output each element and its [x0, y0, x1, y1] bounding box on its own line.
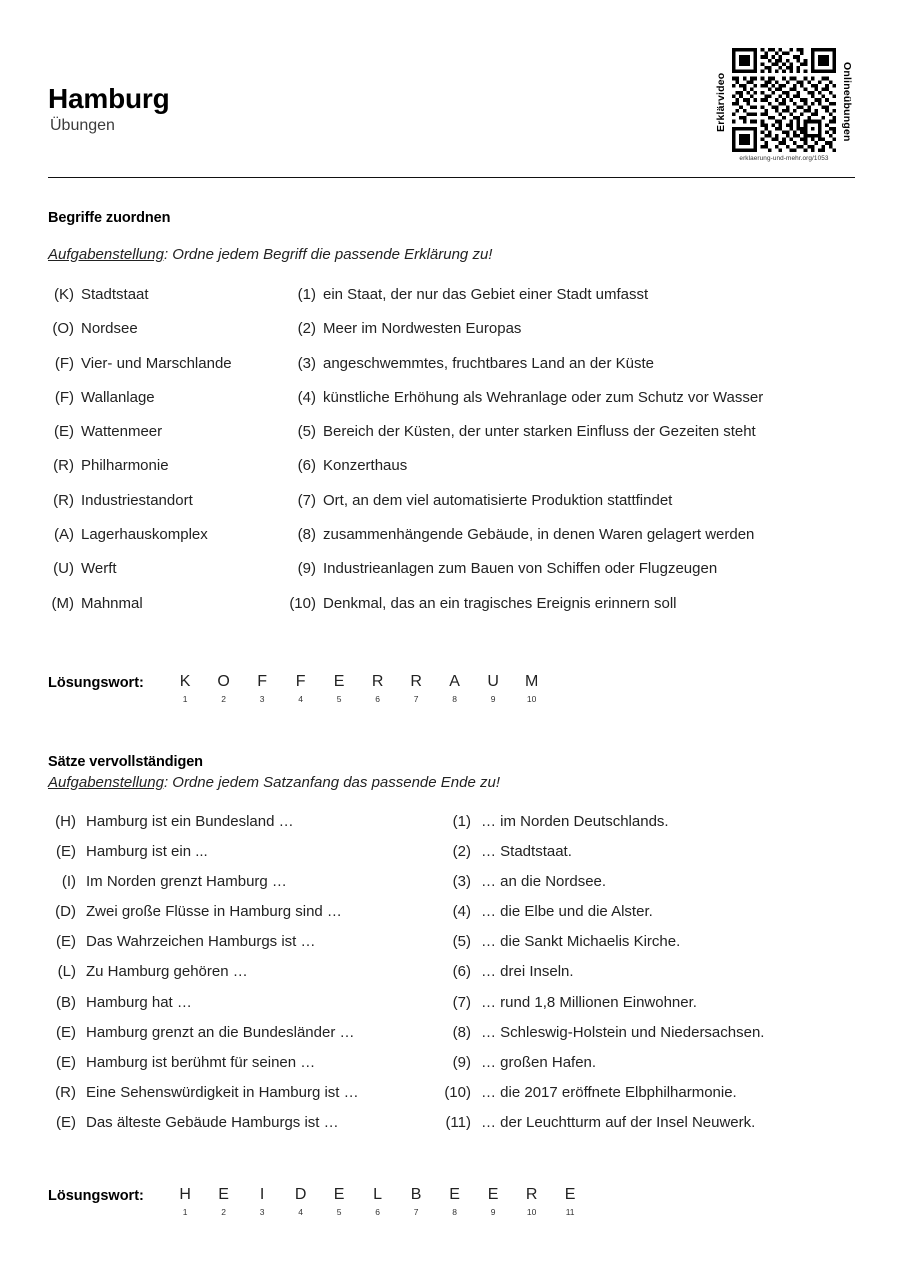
page-header [48, 48, 855, 178]
list-item[interactable] [48, 492, 284, 526]
section1-solution-word [48, 673, 860, 703]
section1-definitions-column [284, 286, 860, 629]
section1-task [48, 246, 860, 263]
list-item[interactable] [284, 389, 860, 423]
section2-match-grid [48, 813, 860, 1144]
solution-letter: L [373, 1186, 383, 1204]
list-item[interactable] [48, 963, 435, 993]
solution-cell[interactable] [512, 1186, 551, 1216]
term-text: Stadtstaat [81, 286, 149, 303]
list-item[interactable] [48, 903, 435, 933]
term-text: Wattenmeer [81, 423, 163, 441]
list-item[interactable] [435, 1114, 860, 1144]
ending-text: … Schleswig-Holstein und Niedersachsen. [481, 1023, 765, 1041]
definition-text: Ort, an dem viel automatisierte Produktion stattfindet [323, 491, 673, 509]
ending-key: (7) [452, 993, 471, 1011]
list-item[interactable] [48, 355, 284, 389]
ending-key: (10) [444, 1083, 471, 1101]
list-item[interactable] [284, 355, 860, 389]
qr-left-label: Erklärvideo [715, 72, 727, 132]
solution-number: 2 [221, 1206, 226, 1217]
solution-letter: E [487, 1186, 499, 1204]
list-item[interactable] [48, 994, 435, 1024]
solution-cell[interactable] [512, 673, 551, 703]
start-text: Das Wahrzeichen Hamburgs ist … [86, 933, 316, 951]
title-block [48, 84, 170, 135]
ending-key: (1) [452, 813, 471, 830]
definition-key: (9) [297, 560, 316, 578]
solution-cell[interactable] [243, 1186, 282, 1216]
section2-task [48, 774, 860, 791]
term-key: (R) [53, 491, 74, 509]
definition-text: Konzerthaus [323, 457, 408, 475]
solution-letter: E [449, 1186, 460, 1204]
list-item[interactable] [48, 843, 435, 873]
section2-task-label: Aufgabenstellung [48, 774, 164, 791]
start-text: Hamburg hat … [86, 993, 192, 1011]
list-item[interactable] [284, 560, 860, 594]
ending-text: … die 2017 eröffnete Elbphilharmonie. [481, 1083, 737, 1101]
solution-letter: M [524, 672, 539, 690]
solution-cell[interactable] [397, 673, 436, 703]
solution-letter: H [179, 1186, 191, 1204]
solution-number: 3 [259, 1206, 265, 1217]
start-text: Zwei große Flüsse in Hamburg sind … [86, 903, 342, 921]
solution-number: 7 [413, 1206, 419, 1217]
ending-key: (9) [452, 1053, 471, 1071]
section1-match-grid [48, 286, 860, 629]
section1-terms-column [48, 286, 284, 629]
term-key: (F) [54, 354, 74, 372]
solution-cell[interactable] [320, 1186, 359, 1216]
solution-letters [166, 1186, 590, 1216]
solution-number: 11 [565, 1206, 575, 1217]
ending-key: (6) [452, 963, 471, 981]
start-text: Eine Sehenswürdigkeit in Hamburg ist … [86, 1083, 359, 1101]
qr-center[interactable] [732, 48, 836, 162]
ending-text: … großen Hafen. [481, 1053, 597, 1071]
definition-text: ein Staat, der nur das Gebiet einer Stadt umfasst [323, 286, 649, 303]
solution-number: 2 [221, 693, 226, 704]
list-item[interactable] [284, 526, 860, 560]
start-key: (E) [56, 1023, 76, 1041]
section2-endings-column [435, 813, 860, 1144]
list-item[interactable] [48, 457, 284, 491]
start-key: (D) [55, 903, 76, 921]
header-divider [48, 177, 855, 178]
solution-number: 1 [182, 1206, 188, 1217]
ending-text: … der Leuchtturm auf der Insel Neuwerk. [481, 1113, 756, 1131]
start-key: (E) [56, 1053, 76, 1071]
list-item[interactable] [284, 492, 860, 526]
solution-cell[interactable] [281, 673, 320, 703]
list-item[interactable] [48, 1024, 435, 1054]
solution-number: 4 [298, 693, 303, 704]
list-item[interactable] [435, 963, 860, 993]
ending-text: … drei Inseln. [481, 963, 574, 981]
start-text: Hamburg grenzt an die Bundesländer … [86, 1023, 355, 1041]
ending-key: (4) [452, 903, 471, 921]
solution-letter: F [295, 672, 306, 690]
term-key: (O) [52, 320, 74, 338]
list-item[interactable] [435, 843, 860, 873]
section2-starts-column [48, 813, 435, 1144]
list-item[interactable] [48, 560, 284, 594]
list-item[interactable] [48, 389, 284, 423]
solution-cell[interactable] [358, 673, 397, 703]
start-text: Hamburg ist ein ... [86, 843, 208, 861]
solution-letter: R [525, 1186, 538, 1204]
list-item[interactable] [48, 933, 435, 963]
term-text: Vier- und Marschlande [81, 354, 232, 372]
term-text: Philharmonie [81, 457, 169, 475]
solution-number: 5 [336, 693, 342, 704]
list-item[interactable] [435, 1054, 860, 1084]
term-text: Lagerhauskomplex [81, 526, 208, 544]
term-text: Industriestandort [81, 491, 193, 509]
definition-key: (1) [297, 286, 316, 303]
solution-number: 9 [490, 693, 496, 704]
definition-key: (7) [297, 491, 316, 509]
solution-cell[interactable] [166, 673, 205, 703]
term-text: Werft [81, 560, 117, 578]
solution-letter: E [333, 672, 345, 690]
definition-text: Meer im Nordwesten Europas [323, 320, 522, 338]
term-key: (U) [53, 560, 74, 578]
start-text: Zu Hamburg gehören … [86, 963, 248, 981]
list-item[interactable] [284, 320, 860, 354]
qr-url-text: erklaerung-und-mehr.org/1053 [739, 155, 829, 162]
solution-letter: I [259, 1186, 265, 1204]
term-key: (E) [54, 423, 74, 441]
list-item[interactable] [435, 873, 860, 903]
solution-number: 1 [182, 693, 188, 704]
solution-cell[interactable] [204, 673, 243, 703]
section1-task-text: : Ordne jedem Begriff die passende Erklärung zu! [163, 246, 493, 263]
solution-letter: E [333, 1186, 345, 1204]
term-text: Wallanlage [81, 388, 155, 406]
definition-text: Bereich der Küsten, der unter starken Einfluss der Gezeiten steht [323, 423, 756, 441]
definition-text: Industrieanlagen zum Bauen von Schiffen oder Flugzeugen [323, 560, 718, 578]
start-text: Hamburg ist ein Bundesland … [86, 813, 294, 830]
solution-number: 4 [298, 1206, 303, 1217]
ending-key: (3) [452, 873, 471, 891]
solution-letter: R [410, 672, 422, 690]
page-subtitle: Übungen [50, 117, 115, 135]
ending-key: (2) [452, 843, 471, 861]
ending-key: (8) [452, 1023, 471, 1041]
ending-text: … rund 1,8 Millionen Einwohner. [481, 993, 697, 1011]
start-text: Im Norden grenzt Hamburg … [86, 873, 287, 891]
list-item[interactable] [435, 994, 860, 1024]
list-item[interactable] [48, 286, 284, 320]
term-text: Nordsee [81, 320, 138, 338]
page-title: Hamburg [48, 83, 170, 114]
solution-letter: A [449, 672, 460, 690]
definition-text: zusammenhängende Gebäude, in denen Waren gelagert werden [323, 526, 755, 544]
definition-key: (3) [297, 354, 316, 372]
start-key: (E) [56, 933, 76, 951]
definition-key: (4) [297, 388, 316, 406]
solution-letter: E [564, 1186, 576, 1204]
list-item[interactable] [284, 423, 860, 457]
list-item[interactable] [435, 1024, 860, 1054]
start-key: (E) [56, 1113, 76, 1131]
solution-cell[interactable] [358, 1186, 397, 1216]
list-item[interactable] [435, 1084, 860, 1114]
solution-cell[interactable] [166, 1186, 205, 1216]
qr-code-icon[interactable] [732, 48, 836, 152]
solution-letter: O [217, 672, 230, 690]
section1-task-label: Aufgabenstellung [48, 246, 164, 263]
definition-text: künstliche Erhöhung als Wehranlage oder zum Schutz vor Wasser [323, 388, 764, 406]
list-item[interactable] [435, 933, 860, 963]
section-saetze-vervollstaendigen [48, 754, 860, 1216]
definition-key: (8) [297, 526, 316, 544]
list-item[interactable] [48, 595, 284, 629]
solution-cell[interactable] [243, 673, 282, 703]
solution-letter: B [410, 1186, 422, 1204]
term-key: (R) [53, 457, 74, 475]
start-key: (H) [55, 813, 76, 830]
definition-key: (5) [297, 423, 316, 441]
list-item[interactable] [284, 457, 860, 491]
solution-letter: U [487, 672, 499, 690]
solution-cell[interactable] [474, 1186, 513, 1216]
solution-letter: K [179, 672, 191, 690]
list-item[interactable] [48, 1054, 435, 1084]
ending-key: (5) [452, 933, 471, 951]
section-begriffe-zuordnen [48, 210, 860, 703]
section2-title: Sätze vervollständigen [48, 754, 203, 770]
start-key: (E) [56, 843, 76, 861]
definition-key: (2) [297, 320, 316, 338]
solution-number: 10 [526, 1206, 537, 1217]
start-text: Hamburg ist berühmt für seinen … [86, 1053, 316, 1071]
term-key: (K) [54, 286, 74, 303]
start-key: (I) [61, 873, 76, 891]
qr-block[interactable] [713, 48, 855, 174]
term-key: (M) [51, 594, 74, 612]
list-item[interactable] [48, 526, 284, 560]
solution-number: 3 [259, 693, 265, 704]
ending-text: … die Sankt Michaelis Kirche. [481, 933, 681, 951]
solution-letter: D [294, 1186, 307, 1204]
solution-label: Lösungswort: [48, 674, 144, 691]
solution-label: Lösungswort: [48, 1188, 144, 1205]
definition-text: angeschwemmtes, fruchtbares Land an der Küste [323, 354, 655, 372]
solution-number: 8 [452, 1206, 457, 1217]
term-key: (F) [54, 388, 74, 406]
ending-text: … an die Nordsee. [481, 873, 607, 891]
solution-cell[interactable] [204, 1186, 243, 1216]
solution-number: 7 [413, 693, 419, 704]
ending-key: (11) [445, 1113, 471, 1131]
list-item[interactable] [48, 423, 284, 457]
section1-title: Begriffe zuordnen [48, 210, 171, 226]
solution-cell[interactable] [320, 673, 359, 703]
ending-text: … Stadtstaat. [481, 843, 572, 861]
list-item[interactable] [284, 595, 860, 629]
ending-text: … die Elbe und die Alster. [481, 903, 653, 921]
list-item[interactable] [48, 1084, 435, 1114]
solution-number: 9 [490, 1206, 496, 1217]
start-text: Das älteste Gebäude Hamburgs ist … [86, 1113, 339, 1131]
solution-letter: E [218, 1186, 229, 1204]
list-item[interactable] [435, 813, 860, 843]
solution-letter: F [257, 672, 267, 690]
ending-text: … im Norden Deutschlands. [481, 813, 669, 830]
solution-number: 8 [452, 693, 457, 704]
term-key: (A) [54, 526, 74, 544]
solution-number: 6 [375, 693, 380, 704]
list-item[interactable] [435, 903, 860, 933]
start-key: (L) [57, 963, 76, 981]
solution-cell[interactable] [397, 1186, 436, 1216]
section2-task-text: : Ordne jedem Satzanfang das passende Ende zu! [163, 774, 500, 791]
solution-number: 10 [526, 693, 537, 704]
start-key: (R) [55, 1083, 76, 1101]
solution-cell[interactable] [551, 1186, 590, 1216]
list-item[interactable] [284, 286, 860, 320]
solution-cell[interactable] [435, 673, 474, 703]
definition-key: (6) [297, 457, 316, 475]
definition-key: (10) [289, 594, 316, 612]
definition-text: Denkmal, das an ein tragisches Ereignis erinnern soll [323, 594, 677, 612]
solution-cell[interactable] [435, 1186, 474, 1216]
section2-solution-word [48, 1186, 860, 1216]
solution-number: 5 [336, 1206, 342, 1217]
qr-right-label: Onlineübungen [841, 62, 853, 142]
list-item[interactable] [48, 1114, 435, 1144]
solution-cell[interactable] [474, 673, 513, 703]
start-key: (B) [56, 993, 76, 1011]
list-item[interactable] [48, 320, 284, 354]
list-item[interactable] [48, 873, 435, 903]
solution-cell[interactable] [281, 1186, 320, 1216]
solution-letters [166, 673, 551, 703]
solution-number: 6 [375, 1206, 380, 1217]
term-text: Mahnmal [81, 594, 143, 612]
list-item[interactable] [48, 813, 435, 843]
solution-letter: R [371, 672, 384, 690]
